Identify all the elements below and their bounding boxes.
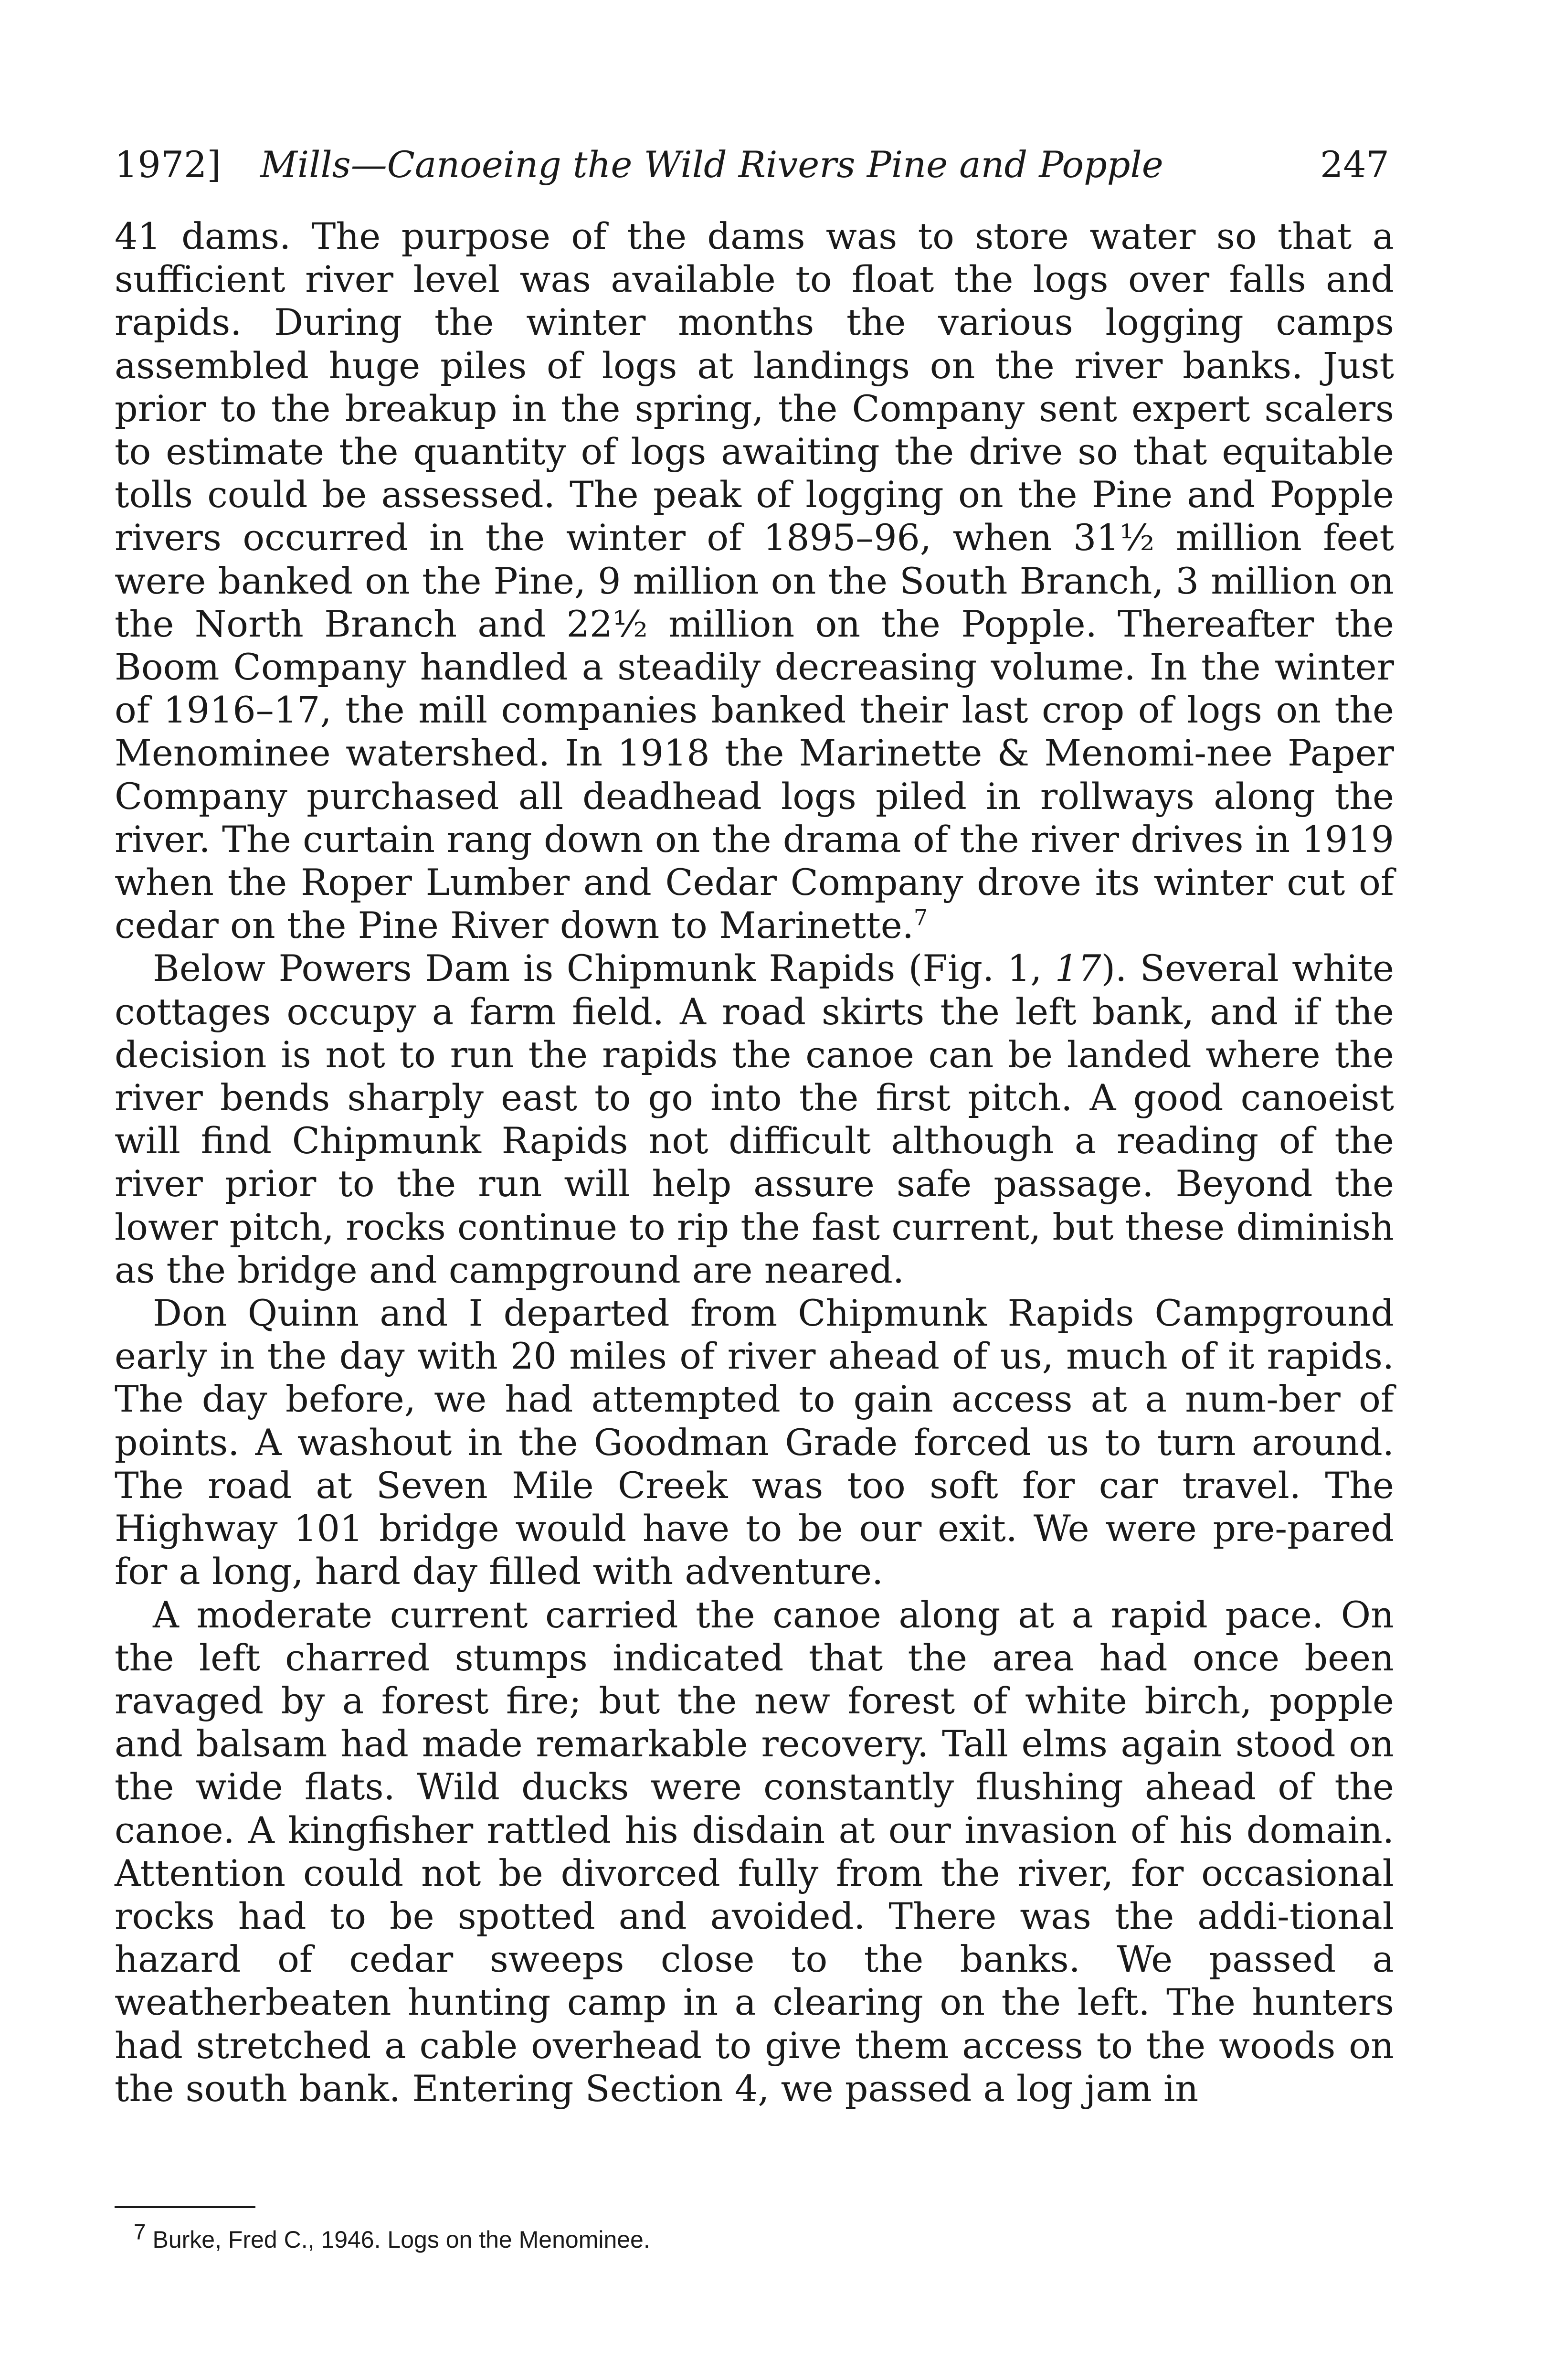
page-number: 247 bbox=[1320, 143, 1389, 186]
paragraph-text: Don Quinn and I departed from Chipmunk Rapids Campground early in the day with 20 miles of river ahead of us, much of it rapids. The day before, we had attempted to gain access at a num-ber of points. A washout in the Goodman Grade forced us to turn around. The road at Seven Mile Creek was too soft for car travel. The Highway 101 bridge would have to be our exit. We were pre-pared for a long, hard day filled with adventure. bbox=[115, 1292, 1394, 1593]
paragraph-text: 41 dams. The purpose of the dams was to store water so that a sufficient river level was available to float the logs over falls and rapids. During the winter months the various logging camps assembled huge piles of logs at landings on the river banks. Just prior to the breakup in the spring, the Company sent expert scalers to estimate the quantity of logs awaiting the drive so that equitable tolls could be assessed. The peak of logging on the Pine and Popple rivers occurred in the winter of 1895–96, when 31½ million feet were banked on the Pine, 9 million on the South Branch, 3 million on the North Branch and 22½ million on the Popple. Thereafter the Boom Company handled a steadily decreasing volume. In the winter of 1916–17, the mill companies banked their last crop of logs on the Menominee watershed. In 1918 the Marinette & Menomi-nee Paper Company purchased all deadhead logs piled in rollways along the river. The curtain rang down on the drama of the river drives in 1919 when the Roper Lumber and Cedar Company drove its winter cut of cedar on the Pine River down to Marinette. bbox=[115, 215, 1394, 947]
header-year: 1972] bbox=[115, 143, 222, 186]
document-page bbox=[115, 0, 1394, 2380]
footnote-text: Burke, Fred C., 1946. Logs on the Menominee. bbox=[152, 2226, 650, 2253]
paragraph-text: Below Powers Dam is Chipmunk Rapids (Fig. 1, bbox=[153, 947, 1055, 990]
paragraph bbox=[115, 1594, 1394, 2110]
paragraph bbox=[115, 947, 1394, 1292]
footnote-reference: 7 bbox=[913, 904, 928, 931]
italic-text: 17 bbox=[1055, 947, 1101, 990]
header-title: Mills—Canoeing the Wild Rivers Pine and Popple bbox=[260, 143, 1163, 186]
paragraph-text: A moderate current carried the canoe along at a rapid pace. On the left charred stumps indicated that the area had once been ravaged by a forest fire; but the new forest of white birch, popple and balsam had made remarkable recovery. Tall elms again stood on the wide flats. Wild ducks were constantly flushing ahead of the canoe. A kingfisher rattled his disdain at our invasion of his domain. Attention could not be divorced fully from the river, for occasional rocks had to be spotted and avoided. There was the addi-tional hazard of cedar sweeps close to the banks. We passed a weatherbeaten hunting camp in a clearing on the left. The hunters had stretched a cable overhead to give them access to the woods on the south bank. Entering Section 4, we passed a log jam in bbox=[115, 1593, 1394, 2110]
paragraph bbox=[115, 1292, 1394, 1593]
body-text bbox=[115, 215, 1394, 2110]
running-head bbox=[115, 138, 1394, 191]
footnote-rule bbox=[115, 2206, 255, 2208]
paragraph bbox=[115, 215, 1394, 947]
footnote bbox=[134, 2219, 1375, 2256]
footnote-marker: 7 bbox=[134, 2219, 146, 2244]
paragraph-text: ). Several white cottages occupy a farm field. A road skirts the left bank, and if the decision is not to run the rapids the canoe can be landed where the river bends sharply east to go into the first pitch. A good canoeist will find Chipmunk Rapids not difficult although a reading of the river prior to the run will help assure safe passage. Beyond the lower pitch, rocks continue to rip the fast current, but these diminish as the bridge and campground are neared. bbox=[115, 947, 1394, 1291]
